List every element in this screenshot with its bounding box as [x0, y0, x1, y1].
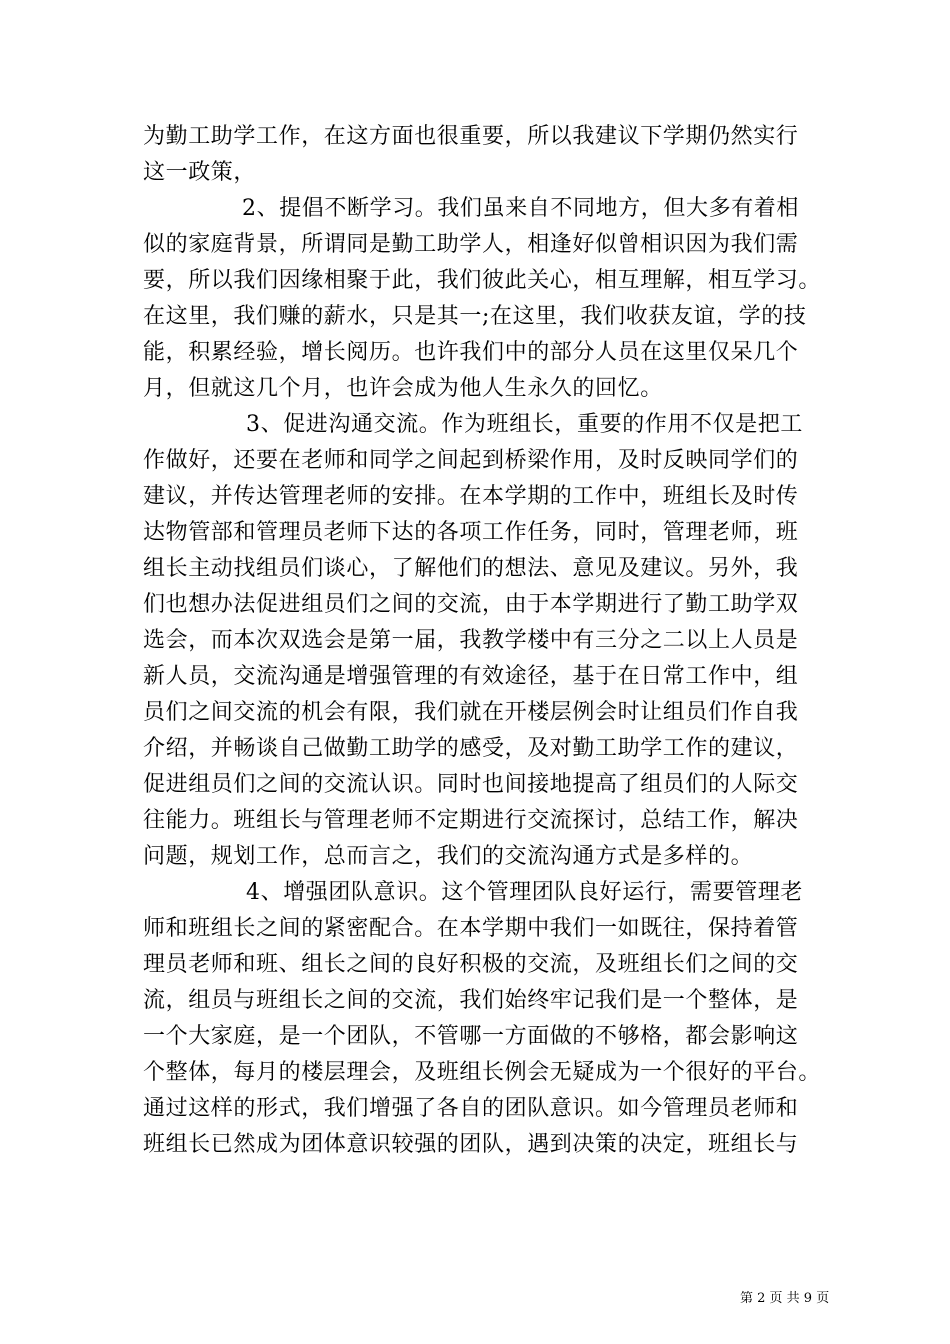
paragraph-line: 一个大家庭，是一个团队，不管哪一方面做的不够格，都会影响这: [143, 1024, 799, 1049]
paragraph-line: 理员老师和班、组长之间的良好积极的交流，及班组长们之间的交: [143, 952, 799, 977]
paragraph-line: 组长主动找组员们谈心，了解他们的想法、意见及建议。另外，我: [143, 556, 799, 581]
paragraph-line: 为勤工助学工作，在这方面也很重要，所以我建议下学期仍然实行: [143, 124, 799, 149]
paragraph-line: 师和班组长之间的紧密配合。在本学期中我们一如既往，保持着管: [143, 916, 799, 941]
paragraph-line: 能，积累经验，增长阅历。也许我们中的部分人员在这里仅呆几个: [143, 340, 799, 365]
paragraph-line: 员们之间交流的机会有限，我们就在开楼层例会时让组员们作自我: [143, 700, 799, 725]
paragraph-line: 班组长已然成为团体意识较强的团队，遇到决策的决定，班组长与: [143, 1132, 799, 1157]
paragraph-line: 似的家庭背景，所谓同是勤工助学人，相逢好似曾相识因为我们需: [143, 232, 799, 257]
paragraph-line: 3、促进沟通交流。作为班组长，重要的作用不仅是把工: [246, 412, 803, 437]
paragraph-line: 这一政策，: [143, 160, 257, 185]
paragraph-line: 促进组员们之间的交流认识。同时也间接地提高了组员们的人际交: [143, 772, 799, 797]
paragraph-line: 4、增强团队意识。这个管理团队良好运行，需要管理老: [246, 880, 803, 905]
paragraph-line: 通过这样的形式，我们增强了各自的团队意识。如今管理员老师和: [143, 1096, 799, 1121]
paragraph-line: 月，但就这几个月，也许会成为他人生永久的回忆。: [143, 376, 663, 401]
paragraph-line: 建议，并传达管理老师的安排。在本学期的工作中，班组长及时传: [143, 484, 799, 509]
paragraph-line: 们也想办法促进组员们之间的交流，由于本学期进行了勤工助学双: [143, 592, 799, 617]
paragraph-line: 选会，而本次双选会是第一届，我教学楼中有三分之二以上人员是: [143, 628, 799, 653]
paragraph-line: 问题，规划工作，总而言之，我们的交流沟通方式是多样的。: [143, 844, 754, 869]
paragraph-line: 要，所以我们因缘相聚于此，我们彼此关心，相互理解，相互学习。: [143, 268, 822, 293]
paragraph-line: 作做好，还要在老师和同学之间起到桥梁作用，及时反映同学们的: [143, 448, 799, 473]
paragraph-line: 介绍，并畅谈自己做勤工助学的感受，及对勤工助学工作的建议，: [143, 736, 799, 761]
paragraph-line: 往能力。班组长与管理老师不定期进行交流探讨，总结工作，解决: [143, 808, 799, 833]
paragraph-line: 达物管部和管理员老师下达的各项工作任务，同时，管理老师，班: [143, 520, 799, 545]
page-number-footer: 第 2 页 共 9 页: [740, 1291, 830, 1306]
paragraph-line: 个整体，每月的楼层理会，及班组长例会无疑成为一个很好的平台。: [143, 1060, 822, 1085]
paragraph-line: 新人员，交流沟通是增强管理的有效途径，基于在日常工作中，组: [143, 664, 799, 689]
paragraph-line: 2、提倡不断学习。我们虽来自不同地方，但大多有着相: [242, 196, 799, 221]
paragraph-line: 在这里，我们赚的薪水，只是其一;在这里，我们收获友谊，学的技: [143, 304, 807, 329]
paragraph-line: 流，组员与班组长之间的交流，我们始终牢记我们是一个整体，是: [143, 988, 799, 1013]
